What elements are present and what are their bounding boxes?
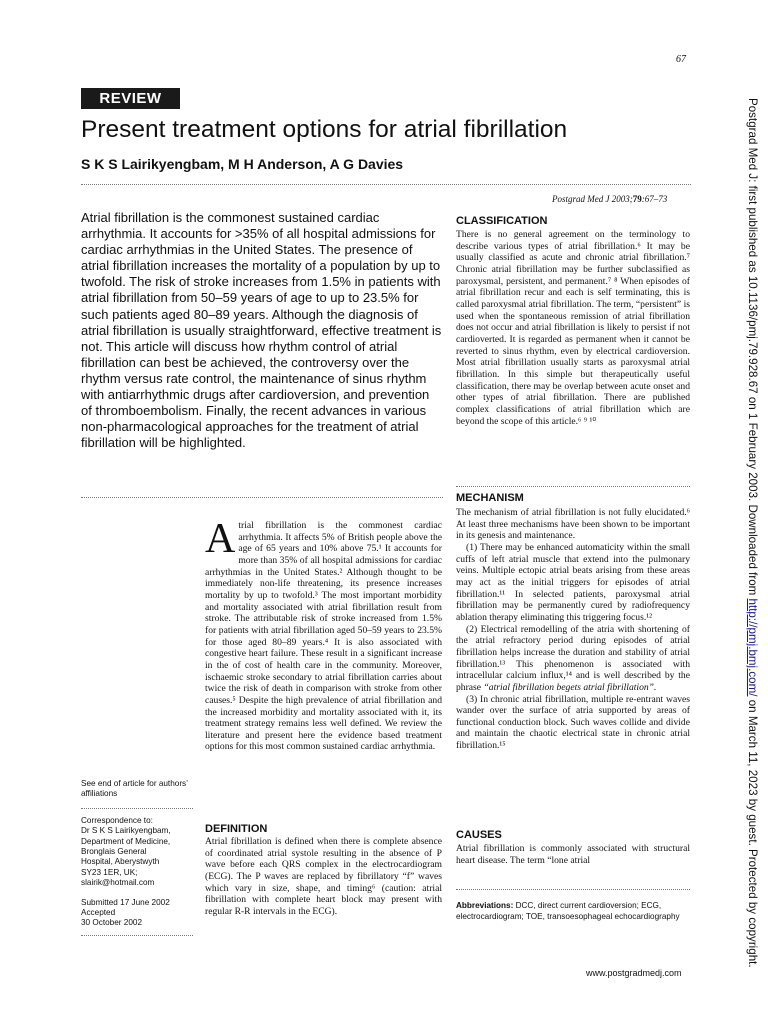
article-authors: S K S Lairikyengbam, M H Anderson, A G Davies xyxy=(81,156,404,172)
page-number: 67 xyxy=(676,54,686,65)
abstract: Atrial fibrillation is the commonest sustained cardiac arrhythmia. It accounts for >35% of all hospital admissions for cardiac arrhythmias in the United States. The presence of atrial fibrillation increases the mortality of a population by up to twofold. The risk of stroke increases from 1.5% in patients with atrial fibrillation from 50–59 years of age to up to 23.5% for such patients aged 80–89 years. Although the diagnosis of atrial fibrillation is usually straightforward, effective treatment is not. This article will discuss how rhythm control of atrial fibrillation can best be achieved, the controversy over the rhythm versus rate control, the maintenance of sinus rhythm with antiarrhythmic drugs after cardioversion, and prevention of thromboembolism. Finally, the recent advances in various non-pharmacological approaches for the treatment of atrial fibrillation will be highlighted. xyxy=(81,210,442,451)
classification-text: There is no general agreement on the terminology to describe various types of atrial fibrillation.⁶ It may be usually classified as acute and chronic atrial fibrillation.⁷ Chronic atrial fibrillation may be further subclassified as paroxysmal, persistent, and permanent.⁷ ⁸ When episodes of atrial fibrillation recur and each is self terminating, this is called paroxysmal atrial fibrillation. The term, “persistent” is used when the spontaneous remission of atrial fibrillation does not occur and atrial fibrillation is likely to persist if not cardioverted. It is regarded as permanent when it cannot be reverted to sinus rhythm, even by electrical cardioversion. Most atrial fibrillation usually starts as paroxysmal atrial fibrillation. In this simple but therapeutically useful classification, there may be overlap between acute onset and other types of atrial fibrillation. There are published complex classifications of atrial fibrillation which are beyond the scope of this article.⁶ ⁹ ¹⁰ xyxy=(456,229,690,427)
drop-cap: A xyxy=(205,516,236,562)
article-title: Present treatment options for atrial fibrillation xyxy=(81,116,568,143)
classification-heading: CLASSIFICATION xyxy=(456,215,548,227)
causes-heading: CAUSES xyxy=(456,829,502,841)
section-badge: REVIEW xyxy=(81,88,180,109)
abstract-divider xyxy=(81,497,443,498)
journal-url[interactable]: www.postgradmedj.com xyxy=(586,968,682,978)
definition-text: Atrial fibrillation is defined when there is complete absence of coordinated atrial systole resulting in the absence of P wave before each QRS complex in the electrocardiogram (ECG). The P waves are replaced by fibrillatory “f” waves which vary in size, shape, and timing⁶ (caution: atrial fibrillation with complete heart block may present with regular R-R intervals in the ECG). xyxy=(205,836,442,917)
mechanism-text: The mechanism of atrial fibrillation is not fully elucidated.⁶ At least three mechanisms have been shown to be important in its genesis and maintenance. (1) There may be enhanced automaticity within the small cuffs of left atrial muscle that extend into the pulmonary veins. Multiple ectopic atrial beats arising from these areas may act as the initial triggers for episodes of atrial fibrillation.¹¹ In selected patients, paroxysmal atrial fibrillation may be permanently cured by radiofrequency ablation therapy eliminating this triggering focus.¹² (2) Electrical remodelling of the atria with shortening of the atrial refractory period during episodes of atrial fibrillation helps increase the duration and stability of atrial fibrillation.¹³ This phenomenon is associated with intracellular calcium influx,¹⁴ and is well described by the phrase “atrial fibrillation begets atrial fibrillation”. (3) In chronic atrial fibrillation, multiple re-entrant waves wander over the surface of atria supported by areas of functional conduction block. Such waves collide and divide and maintain the chaotic electrical state in chronic atrial fibrillation.¹⁵ xyxy=(456,507,690,752)
classification-divider xyxy=(456,486,690,487)
title-divider xyxy=(81,184,691,185)
journal-link[interactable]: http://pmj.bmj.com/ xyxy=(746,598,759,697)
author-sidenote: See end of article for authors’ affiliations Correspondence to: Dr S K S Lairikyengbam, Department of Medicine, Bronglais General Hospital, Aberystwyth SY23 1ER, UK; slairik@hotmail.com Submitted 17 June 2002 Accepted 30 October 2002 xyxy=(81,779,193,936)
affiliations-note: See end of article for authors’ affiliations xyxy=(81,779,188,799)
corresponding-email: slairik@hotmail.com xyxy=(81,878,155,888)
abbreviations-box: Abbreviations: DCC, direct current cardioversion; ECG, electrocardiogram; TOE, transoesophageal echocardiography xyxy=(456,901,680,921)
introduction-text: Atrial fibrillation is the commonest cardiac arrhythmia. It affects 5% of British people above the age of 65 years and 10% above 75.¹ It accounts for more than 35% of all hospital admissions for cardiac arrhythmias in the United States.² Although thought to be immediately non-life threatening, its presence increases mortality by up to twofold.³ The most important morbidity and mortality associated with atrial fibrillation result from stroke. The attributable risk of stroke increased from 1.5% for patients with atrial fibrillation aged 50–59 years to 23.5% for those aged 80–89 years.⁴ It is also associated with congestive heart failure. These result in a significant increase in the of cost of health care in the community. Moreover, ischaemic stroke secondary to atrial fibrillation carries about twice the risk of death in comparison with stroke from other causes.⁵ Despite the high prevalence of atrial fibrillation and the increased morbidity and mortality associated with it, its treatment strategy remains less well defined. We review the literature and present here the evidence based treatment options for this most common sustained cardiac arrhythmia. xyxy=(205,516,442,753)
abbreviations-divider xyxy=(456,889,690,890)
definition-heading: DEFINITION xyxy=(205,823,268,835)
sidenote-divider-bottom xyxy=(81,935,193,936)
journal-citation: Postgrad Med J 2003;79:67–73 xyxy=(552,194,668,204)
causes-text: Atrial fibrillation is commonly associated with structural heart disease. The term “lone atrial xyxy=(456,843,690,866)
sidenote-divider xyxy=(81,808,193,809)
mechanism-heading: MECHANISM xyxy=(456,492,524,504)
download-margin-note: Postgrad Med J: first published as 10.1136/pmj.79.928.67 on 1 February 2003. Downloaded from http://pmj.bmj.com/ on March 11, 2023 by guest. Protected by copyright. xyxy=(746,98,759,968)
